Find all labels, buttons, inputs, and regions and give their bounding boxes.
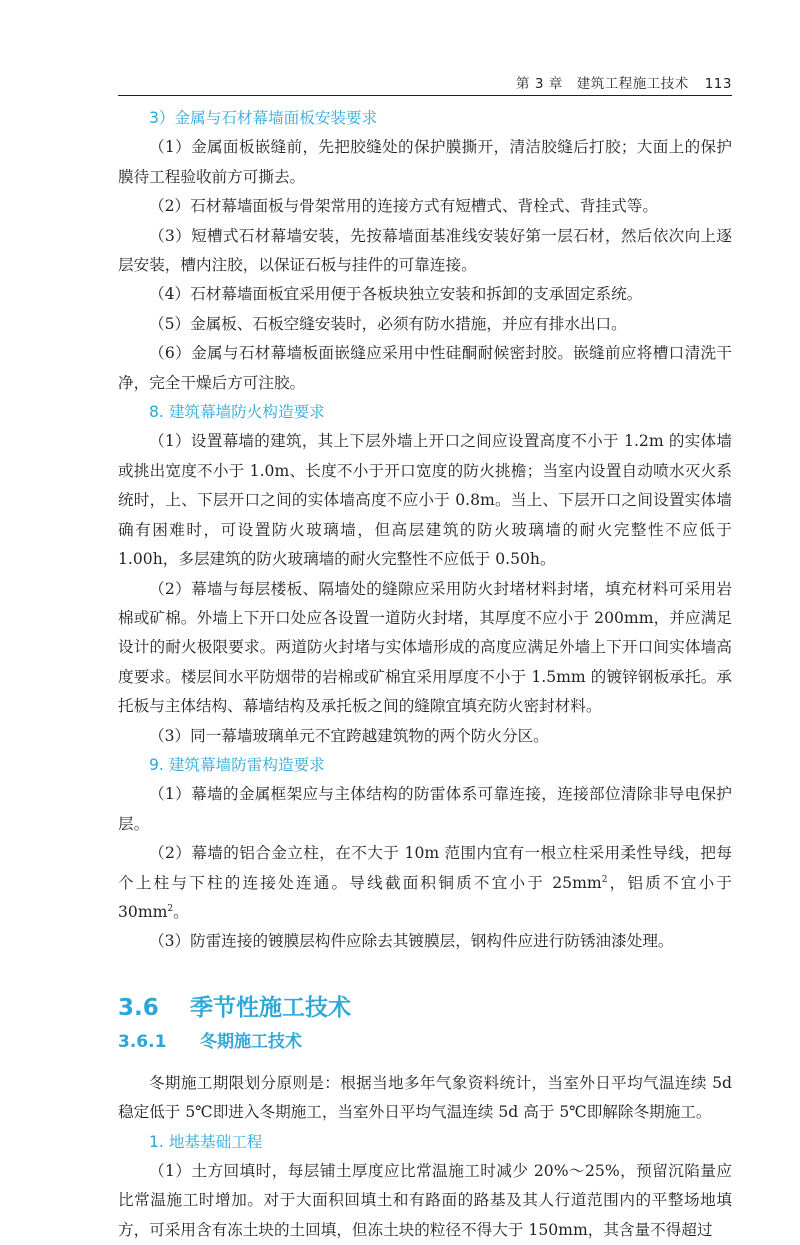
paragraph: （5）金属板、石板空缝安装时，必须有防水措施，并应有排水出口。 [149, 314, 627, 333]
section-title: 季节性施工技术 [190, 994, 351, 1021]
paragraph: （2）石材幕墙面板与骨架常用的连接方式有短槽式、背栓式、背挂式等。 [149, 197, 658, 216]
chapter-title: 第 3 章 建筑工程施工技术 [516, 76, 689, 92]
section-number: 3.6 [118, 994, 159, 1021]
subsection-number: 3.6.1 [118, 1031, 167, 1052]
section-heading [118, 991, 732, 1025]
superscript: 2 [601, 874, 608, 885]
paragraph: 冬期施工期限划分原则是：根据当地多年气象资料统计，当室外日平均气温连续 5d 稳定低于 5℃即进入冬期施工，当室外日平均气温连续 5d 高于 5℃即解除冬期施工。 [118, 1073, 732, 1122]
subheading-lightning-protection: 9. 建筑幕墙防雷构造要求 [149, 755, 325, 774]
paragraph [118, 839, 732, 927]
paragraph: （2）幕墙与每层楼板、隔墙处的缝隙应采用防火封堵材料封堵，填充材料可采用岩棉或矿棉。外墙上下开口处应各设置一道防火封堵，其厚度不应小于 200mm，并应满足设计的耐火极限要求。两道防火封堵与实体墙形成的高度应满足外墙上下开口间实体墙高度要求。楼层间水平防烟带的岩棉或矿棉宜采用厚度不小于 1.5mm 的镀锌钢板承托。承托板与主体结构、幕墙结构及承托板之间的缝隙宜填充防火密封材料。 [118, 579, 732, 716]
paragraph-text: 。 [173, 902, 189, 921]
paragraph: （1）金属面板嵌缝前，先把胶缝处的保护膜撕开，清洁胶缝后打胶；大面上的保护膜待工程验收前方可撕去。 [118, 138, 732, 186]
paragraph: （6）金属与石材幕墙板面嵌缝应采用中性硅酮耐候密封胶。嵌缝前应将槽口清洗干净，完全干燥后方可注胶。 [118, 344, 732, 392]
subheading-foundation: 1. 地基基础工程 [149, 1132, 263, 1151]
paragraph: （1）设置幕墙的建筑，其上下层外墙上开口之间应设置高度不小于 1.2m 的实体墙或挑出宽度不小于 1.0m、长度不小于开口宽度的防火挑檐；当室内设置自动喷水灭火系统时，上、下层开口之间的实体墙高度不应小于 0.8m。当上、下层开口之间设置实体墙确有困难时，可设置防火玻璃墙，但高层建筑的防火玻璃墙的耐火完整性不应低于 1.00h，多层建筑的防火玻璃墙的耐火完整性不应低于 0.50h。 [118, 432, 732, 569]
subsection-title: 冬期施工技术 [200, 1031, 302, 1052]
paragraph: （3）短槽式石材幕墙安装，先按幕墙面基准线安装好第一层石材，然后依次向上逐层安装，槽内注胶，以保证石板与挂件的可靠连接。 [118, 226, 732, 275]
subsection-heading [118, 1027, 732, 1057]
running-head [516, 72, 732, 92]
paragraph: （1）土方回填时，每层铺土厚度应比常温施工时减少 20%～25%，预留沉陷量应比常温施工时增加。对于大面积回填土和有路面的路基及其人行道范围内的平整场地填方，可采用含有冻土块的土回填，但冻土块的粒径不得大于 150mm，其含量不得超过 [118, 1162, 732, 1239]
page-number: 113 [704, 76, 732, 92]
paragraph: （3）同一幕墙玻璃单元不宜跨越建筑物的两个防火分区。 [149, 726, 549, 745]
superscript: 2 [167, 903, 174, 914]
paragraph-text: ，铝质不宜小于 30mm [118, 873, 732, 921]
paragraph-text: （2）幕墙的铝合金立柱，在不大于 10m 范围内宜有一根立柱采用柔性导线，把每个上柱与下柱的连接处连通。导线截面积铜质不宜小于 25mm [118, 844, 732, 892]
page-body [118, 104, 732, 1245]
paragraph: （3）防雷连接的镀膜层构件应除去其镀膜层，钢构件应进行防锈油漆处理。 [149, 932, 674, 951]
subheading-fire-protection: 8. 建筑幕墙防火构造要求 [149, 403, 325, 422]
header-rule [118, 95, 732, 96]
paragraph: （1）幕墙的金属框架应与主体结构的防雷体系可靠连接，连接部位清除非导电保护层。 [118, 785, 732, 833]
paragraph: （4）石材幕墙面板宜采用便于各板块独立安装和拆卸的支承固定系统。 [149, 285, 643, 304]
subheading-curtain-panel: 3）金属与石材幕墙面板安装要求 [149, 109, 378, 127]
page-header [0, 0, 800, 96]
